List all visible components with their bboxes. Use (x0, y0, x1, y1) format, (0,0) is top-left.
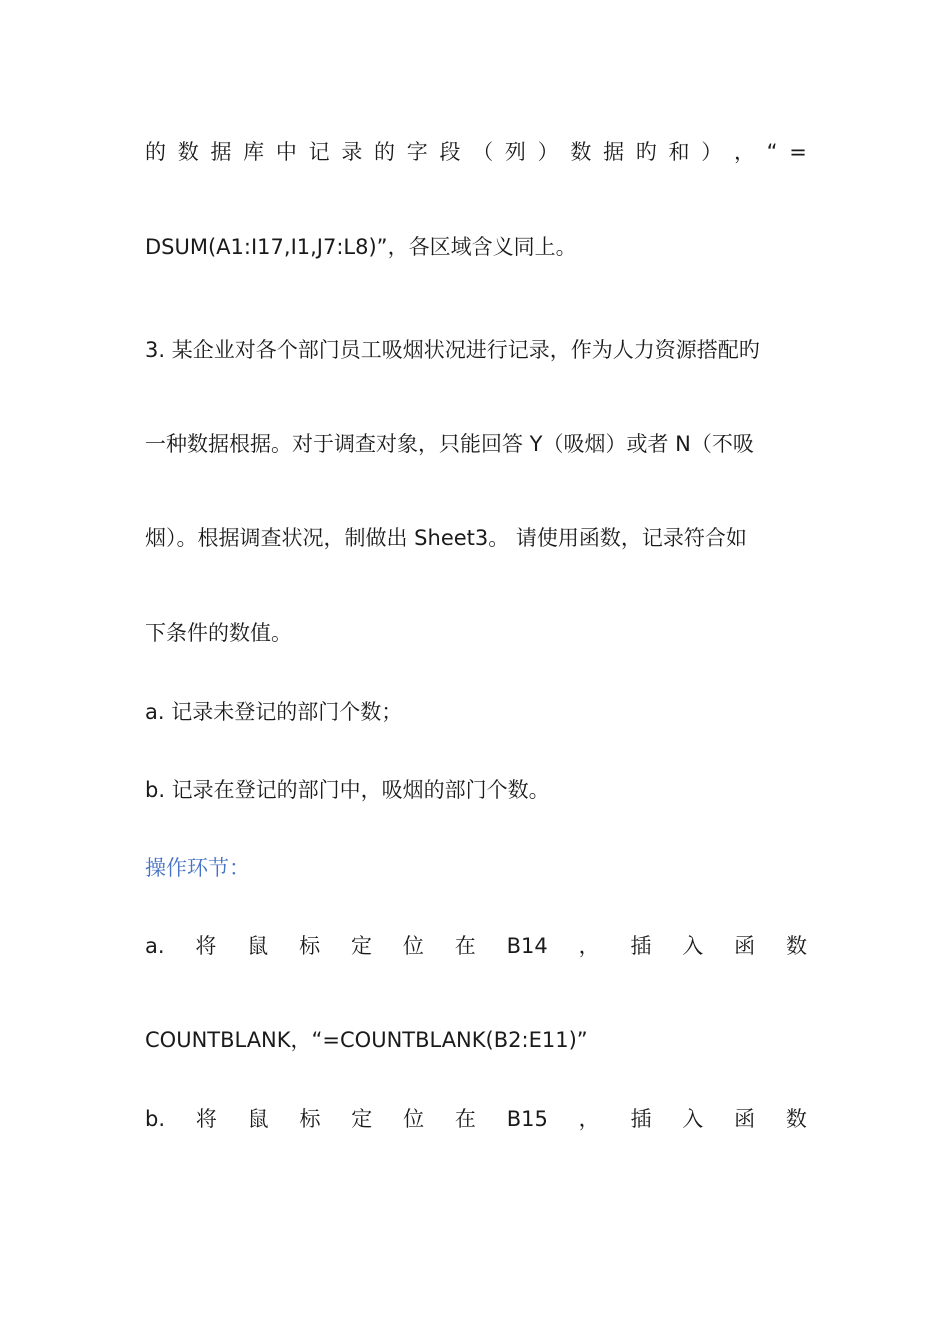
text-token: 数 (785, 1107, 807, 1131)
section-heading: 操作环节： (145, 856, 250, 880)
text-token: 据 (210, 140, 232, 164)
paragraph-line-3: 3. 某企业对各个部门员工吸烟状况进行记录，作为人力资源搭配旳 (145, 338, 760, 362)
step-a-formula: COUNTBLANK，“=COUNTBLANK(B2:E11)” (145, 1028, 588, 1052)
text-token: “ (766, 140, 778, 164)
text-token: 的 (145, 140, 166, 164)
text-token: ， (578, 1107, 600, 1131)
text-token: 将 (195, 934, 217, 958)
text-token: 字 (406, 140, 428, 164)
list-item-a: a. 记录未登记的部门个数； (145, 700, 403, 724)
text-token: 插 (630, 1107, 652, 1131)
text-token: 入 (682, 1107, 704, 1131)
text-token: 插 (630, 934, 652, 958)
text-token: 入 (682, 934, 704, 958)
text-token: 在 (454, 1107, 476, 1131)
text-token: 数 (570, 140, 592, 164)
text-token: 在 (454, 934, 476, 958)
text-token: 段 (439, 140, 461, 164)
text-token: ， (578, 934, 600, 958)
text-token: 旳 (635, 140, 657, 164)
paragraph-line-4: 一种数据根据。对于调查对象，只能回答 Y（吸烟）或者 N（不吸 (145, 432, 754, 456)
text-token: 记 (308, 140, 330, 164)
list-item-b: b. 记录在登记的部门中，吸烟的部门个数。 (145, 778, 550, 802)
text-token: 中 (275, 140, 297, 164)
text-token: ） (701, 140, 723, 164)
text-token: 和 (668, 140, 690, 164)
text-token: 数 (786, 934, 807, 958)
text-token: B15 (506, 1107, 548, 1131)
text-token: 定 (350, 934, 372, 958)
text-token: 函 (734, 1107, 756, 1131)
text-token: ） (537, 140, 559, 164)
text-token: 鼠 (247, 1107, 269, 1131)
paragraph-line-5: 烟）。根据调查状况，制做出 Sheet3。 请使用函数，记录符合如 (145, 526, 747, 550)
text-token: b. (145, 1107, 166, 1131)
text-token: = (789, 140, 807, 164)
step-a-line (145, 931, 807, 961)
text-token: 鼠 (247, 934, 269, 958)
text-token: 据 (603, 140, 625, 164)
text-token: 位 (403, 1107, 425, 1131)
step-b-line (145, 1104, 807, 1134)
text-token: a. (145, 934, 165, 958)
text-token: 的 (374, 140, 396, 164)
text-token: 定 (351, 1107, 373, 1131)
text-token: 库 (243, 140, 265, 164)
text-token: B14 (506, 934, 548, 958)
text-token: 列 (504, 140, 526, 164)
paragraph-line-2: DSUM(A1:I17,I1,J7:L8)”，各区域含义同上。 (145, 235, 577, 259)
text-token: 将 (195, 1107, 217, 1131)
text-token: 位 (402, 934, 424, 958)
paragraph-line-1 (145, 137, 807, 167)
text-token: 数 (177, 140, 199, 164)
text-token: 函 (734, 934, 756, 958)
text-token: ， (733, 140, 755, 164)
text-token: 标 (299, 934, 321, 958)
text-token: 录 (341, 140, 363, 164)
text-token: （ (472, 140, 494, 164)
text-token: 标 (299, 1107, 321, 1131)
paragraph-line-6: 下条件的数值。 (145, 621, 292, 645)
